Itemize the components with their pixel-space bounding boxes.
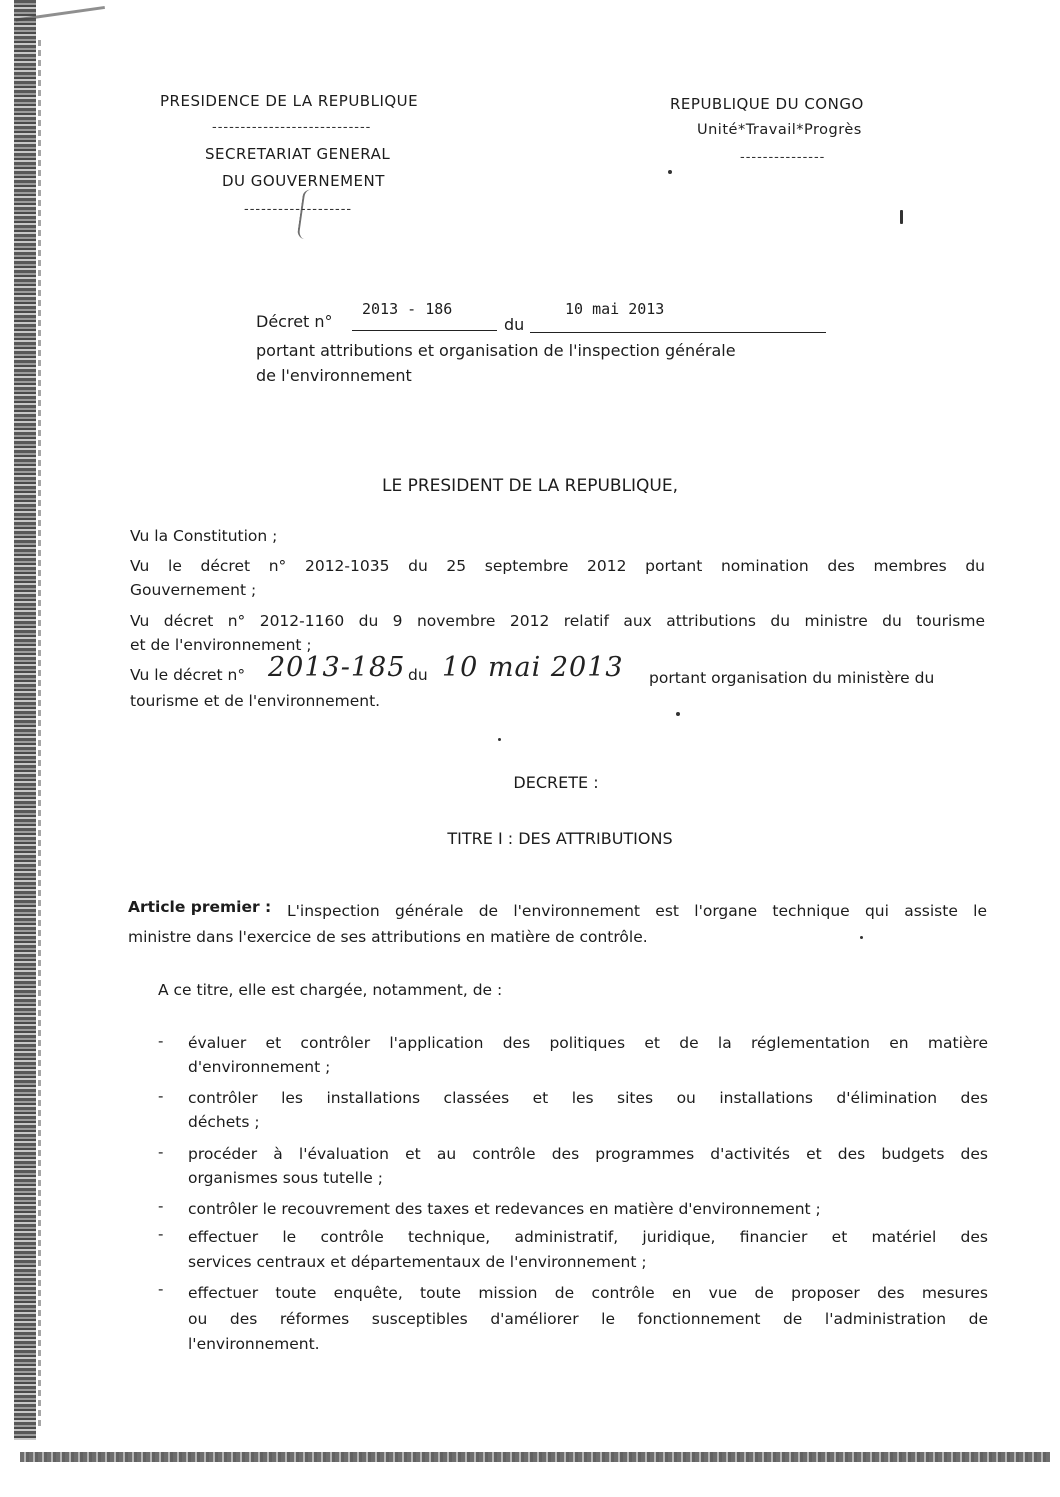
bullet-6-line-1: effectuer toute enquête, toute mission de contrôle en vue de proposer des mesures — [188, 1284, 988, 1302]
president-heading: LE PRESIDENT DE LA REPUBLIQUE, — [381, 476, 679, 496]
article-intro: A ce titre, elle est chargée, notamment, de : — [158, 981, 503, 999]
handwritten-decree-date: 10 mai 2013 — [442, 652, 624, 683]
scan-bottom-artifact — [20, 1452, 1050, 1462]
bullet-4-line-1: contrôler le recouvrement des taxes et redevances en matière d'environnement ; — [188, 1200, 821, 1218]
bullet-dash: - — [158, 1143, 164, 1161]
header-devise: Unité*Travail*Progrès — [697, 122, 862, 138]
vu-decret-organisation-suffix: portant organisation du ministère du — [649, 669, 935, 687]
header-left-separator-2: ------------------- — [244, 202, 353, 217]
article-label: Article premier : — [128, 898, 272, 916]
article-line-1: L'inspection générale de l'environnement est l'organe technique qui assiste le — [287, 902, 987, 920]
bullet-dash: - — [158, 1087, 164, 1105]
decree-subject-line-1: portant attributions et organisation de l'inspection générale — [256, 341, 736, 360]
vu-gouvernement: Gouvernement ; — [130, 581, 257, 599]
header-republique-congo: REPUBLIQUE DU CONGO — [670, 95, 864, 113]
scan-speck — [498, 738, 501, 741]
vu-environnement: et de l'environnement ; — [130, 636, 312, 654]
vu-tourisme: tourisme et de l'environnement. — [130, 692, 381, 710]
bullet-3-line-1: procéder à l'évaluation et au contrôle des programmes d'activités et des budgets des — [188, 1145, 988, 1163]
header-gouvernement: DU GOUVERNEMENT — [222, 172, 385, 190]
decree-label: Décret n° — [256, 312, 333, 331]
scan-speck — [860, 936, 863, 939]
bullet-5-line-2: services centraux et départementaux de l'environnement ; — [188, 1253, 647, 1271]
scan-speck — [676, 712, 680, 716]
bullet-2-line-1: contrôler les installations classées et les sites ou installations d'élimination des — [188, 1089, 988, 1107]
decree-number-underline — [352, 330, 497, 331]
titre-heading: TITRE I : DES ATTRIBUTIONS — [447, 829, 673, 848]
decree-number: 2013 - 186 — [362, 300, 453, 318]
vu-decret-organisation-prefix: Vu le décret n° — [130, 666, 246, 684]
scan-edge-artifact-inner — [38, 40, 41, 1430]
handwritten-initials-mark — [297, 189, 328, 242]
vu-decret-nomination: Vu le décret n° 2012-1035 du 25 septembre 2012 portant nomination des membres du — [130, 557, 985, 575]
vu-constitution: Vu la Constitution ; — [130, 527, 278, 545]
bullet-1-line-2: d'environnement ; — [188, 1058, 331, 1076]
bullet-1-line-1: évaluer et contrôler l'application des politiques et de la réglementation en matière — [188, 1034, 988, 1052]
scan-speck — [668, 170, 672, 174]
decree-date-underline — [530, 332, 826, 333]
handwritten-decree-number: 2013-185 — [268, 652, 406, 683]
bullet-3-line-2: organismes sous tutelle ; — [188, 1169, 383, 1187]
header-presidence: PRESIDENCE DE LA REPUBLIQUE — [160, 92, 419, 110]
bullet-dash: - — [158, 1032, 164, 1050]
bullet-dash: - — [158, 1225, 164, 1243]
article-line-2: ministre dans l'exercice de ses attributions en matière de contrôle. — [128, 928, 648, 946]
decrete-heading: DECRETE : — [513, 773, 599, 792]
bullet-6-line-2: ou des réformes susceptibles d'améliorer le fonctionnement de l'administration de — [188, 1310, 988, 1328]
vu-decret-attributions: Vu décret n° 2012-1160 du 9 novembre 2012 relatif aux attributions du ministre du tourisme — [130, 612, 985, 630]
decree-date: 10 mai 2013 — [565, 300, 665, 318]
decree-subject-line-2: de l'environnement — [256, 366, 412, 385]
bullet-dash: - — [158, 1280, 164, 1298]
vu-decret-du: du — [408, 666, 428, 684]
bullet-2-line-2: déchets ; — [188, 1113, 260, 1131]
decree-du: du — [504, 315, 525, 334]
scan-speck — [900, 210, 903, 224]
header-left-separator-1: ---------------------------- — [212, 120, 372, 135]
bullet-6-line-3: l'environnement. — [188, 1335, 320, 1353]
bullet-5-line-1: effectuer le contrôle technique, administratif, juridique, financier et matériel des — [188, 1228, 988, 1246]
scan-edge-artifact — [14, 0, 36, 1440]
header-secretariat: SECRETARIAT GENERAL — [205, 145, 391, 163]
bullet-dash: - — [158, 1197, 164, 1215]
header-right-separator: --------------- — [740, 150, 826, 165]
